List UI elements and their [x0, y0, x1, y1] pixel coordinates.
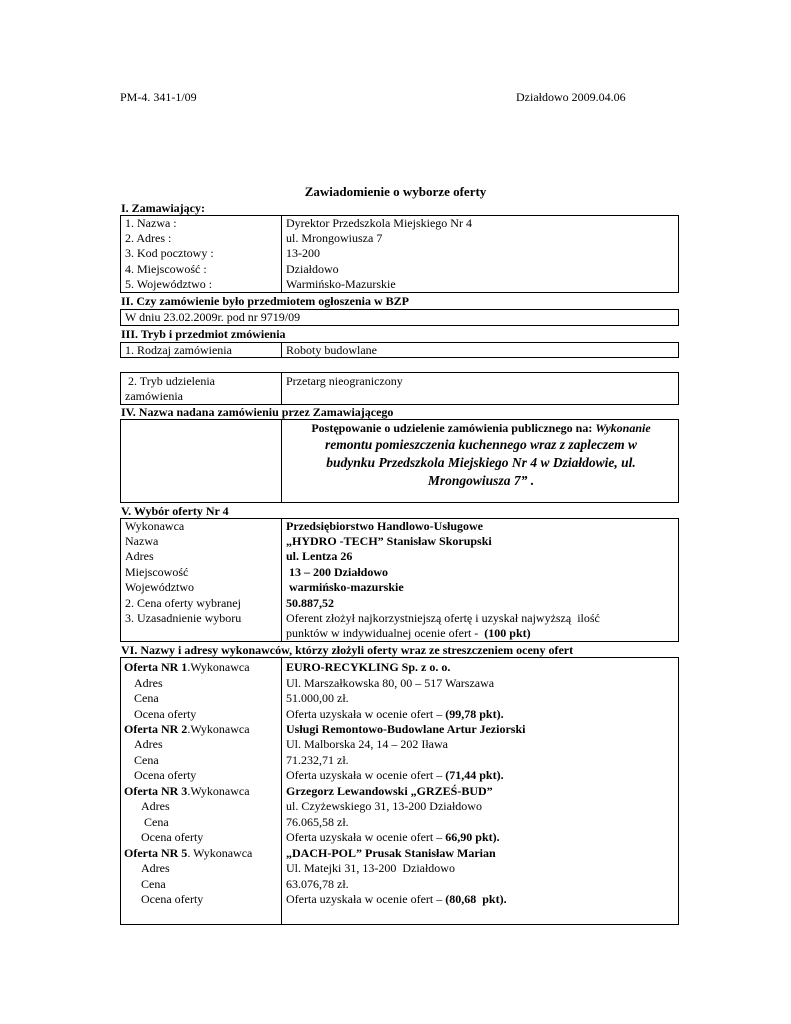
winner-contractor-value: Przedsiębiorstwo Handlowo-Usługowe: [286, 519, 483, 533]
section-2-heading: II. Czy zamówienie było przedmiotem ogłoszenia w BZP: [121, 294, 409, 308]
offer-1-score-points: (99,78 pkt).: [445, 707, 504, 721]
offer-5-header: [124, 846, 252, 860]
winner-price-value: 50.887,52: [286, 596, 334, 610]
offer-1-address: Ul. Marszałkowska 80, 00 – 517 Warszawa: [286, 676, 495, 690]
order-name-intro: Postępowanie o udzielenie zamówienia publicznego na:: [311, 421, 596, 435]
contracting-postcode-label: 3. Kod pocztowy :: [125, 246, 214, 260]
offer-3-number: Oferta NR 3: [124, 784, 188, 798]
offer-1-number: Oferta NR 1: [124, 660, 188, 674]
offer-3-score-points: 66,90 pkt).: [445, 830, 500, 844]
offer-3-price: 76.065,58 zł.: [286, 815, 349, 829]
offer-1-score-text: Oferta uzyskała w ocenie ofert –: [286, 707, 446, 721]
contracting-voivodeship-label: 5. Województwo :: [125, 277, 213, 291]
offer-2-score-points: (71,44 pkt).: [445, 768, 504, 782]
offer-1-name: EURO-RECYKLING Sp. z o. o.: [286, 660, 451, 674]
section-6-heading: VI. Nazwy i adresy wykonawców, którzy złożyli oferty wraz ze streszczeniem oceny ofert: [121, 643, 574, 657]
offer-1-score: [286, 707, 504, 721]
section-1-heading: I. Zamawiający:: [121, 201, 205, 215]
column-divider: [281, 419, 282, 503]
winner-city-value: 13 – 200 Działdowo: [286, 565, 388, 579]
offer-3-score: [286, 830, 500, 844]
offer-2-header: [124, 722, 250, 736]
offer-1-header: [124, 660, 250, 674]
column-divider: [281, 518, 282, 642]
winner-voivodeship-value: warmińsko-mazurskie: [286, 580, 404, 594]
justification-line-1: Oferent złożył najkorzystniejszą ofertę i uzyskał najwyższą ilość: [286, 611, 600, 625]
contracting-name-label: 1. Nazwa :: [125, 216, 177, 230]
winner-address-value: ul. Lentza 26: [286, 549, 353, 563]
offer-2-price-label: Cena: [134, 753, 159, 767]
offer-2-number: Oferta NR 2: [124, 722, 188, 736]
offer-3-address-label: Adres: [141, 799, 170, 813]
offer-1-price-label: Cena: [134, 691, 159, 705]
contracting-postcode-value: 13-200: [286, 246, 320, 260]
procedure-mode-value: Przetarg nieograniczony: [286, 374, 403, 388]
offer-3-name: Grzegorz Lewandowski „GRZEŚ-BUD”: [286, 784, 493, 798]
winner-price-label: 2. Cena oferty wybranej: [125, 596, 241, 610]
order-name-line-2: remontu pomieszczenia kuchennego wraz z zapleczem w: [324, 437, 638, 452]
offer-5-price: 63.076,78 zł.: [286, 877, 349, 891]
justification-text: punktów w indywidualnej ocenie ofert -: [286, 626, 482, 640]
winner-contractor-label: Wykonawca: [125, 519, 185, 533]
winner-city-label: Miejscowość: [125, 565, 189, 579]
offer-2-score: [286, 768, 504, 782]
offer-1-address-label: Adres: [134, 676, 163, 690]
contracting-city-value: Działdowo: [286, 262, 339, 276]
winner-name-value: „HYDRO -TECH” Stanisław Skorupski: [286, 534, 492, 548]
bzp-announcement-text: W dniu 23.02.2009r. pod nr 9719/09: [125, 310, 301, 324]
offer-3-address: ul. Czyżewskiego 31, 13-200 Działdowo: [286, 799, 482, 813]
procedure-mode-label-line2: zamówienia: [125, 389, 183, 403]
offer-2-name: Usługi Remontowo-Budowlane Artur Jeziorski: [286, 722, 526, 736]
contracting-name-value: Dyrektor Przedszkola Miejskiego Nr 4: [286, 216, 472, 230]
page-title: Zawiadomienie o wyborze oferty: [304, 184, 487, 199]
column-divider: [281, 372, 282, 405]
contracting-voivodeship-value: Warmińsko-Mazurskie: [286, 277, 396, 291]
offer-1-contractor-label: .Wykonawca: [187, 660, 250, 674]
justification-points: (100 pkt): [481, 626, 531, 640]
offer-2-address: Ul. Malborska 24, 14 – 202 Iława: [286, 737, 448, 751]
offer-3-score-label: Ocena oferty: [141, 830, 204, 844]
place-and-date: Działdowo 2009.04.06: [516, 90, 626, 104]
order-type-label: 1. Rodzaj zamówienia: [125, 343, 232, 357]
offer-2-price: 71.232,71 zł.: [286, 753, 349, 767]
offer-2-address-label: Adres: [134, 737, 163, 751]
offer-5-price-label: Cena: [141, 877, 166, 891]
column-divider: [281, 342, 282, 358]
order-name-line-4: Mrongowiusza 7” .: [427, 473, 535, 488]
winner-voivodeship-label: Województwo: [125, 580, 195, 594]
column-divider: [281, 215, 282, 293]
offer-2-score-label: Ocena oferty: [134, 768, 197, 782]
contracting-city-label: 4. Miejscowość :: [125, 262, 207, 276]
order-type-value: Roboty budowlane: [286, 343, 377, 357]
offer-5-number: Oferta NR 5: [124, 846, 188, 860]
offer-5-contractor-label: . Wykonawca: [187, 846, 253, 860]
order-name-line-3: budynku Przedszkola Miejskiego Nr 4 w Działdowie, ul.: [326, 455, 636, 470]
document-reference: PM-4. 341-1/09: [120, 90, 197, 104]
offer-3-price-label: Cena: [144, 815, 169, 829]
offer-5-address: Ul. Matejki 31, 13-200 Działdowo: [286, 861, 455, 875]
offer-5-score: [286, 892, 507, 906]
offer-2-score-text: Oferta uzyskała w ocenie ofert –: [286, 768, 446, 782]
section-5-heading: V. Wybór oferty Nr 4: [121, 504, 229, 518]
column-divider: [281, 657, 282, 925]
justification-line-2: [286, 626, 531, 640]
section-4-heading: IV. Nazwa nadana zamówieniu przez Zamawiającego: [121, 405, 394, 419]
contracting-address-value: ul. Mrongowiusza 7: [286, 231, 383, 245]
offer-3-header: [124, 784, 250, 798]
contracting-address-label: 2. Adres :: [125, 231, 172, 245]
offer-5-score-points: (80,68 pkt).: [445, 892, 507, 906]
justification-label: 3. Uzasadnienie wyboru: [125, 611, 242, 625]
offer-3-score-text: Oferta uzyskała w ocenie ofert –: [286, 830, 446, 844]
offer-1-price: 51.000,00 zł.: [286, 691, 349, 705]
offer-2-contractor-label: .Wykonawca: [187, 722, 250, 736]
offer-5-address-label: Adres: [141, 861, 170, 875]
offer-5-name: „DACH-POL” Prusak Stanisław Marian: [286, 846, 496, 860]
offer-3-contractor-label: .Wykonawca: [187, 784, 250, 798]
order-name-italic-start: Wykonanie: [595, 421, 651, 435]
offer-5-score-text: Oferta uzyskała w ocenie ofert –: [286, 892, 446, 906]
section-3-heading: III. Tryb i przedmiot zmówienia: [121, 327, 286, 341]
order-name-line-1: [286, 421, 676, 435]
offer-5-score-label: Ocena oferty: [141, 892, 204, 906]
offer-1-score-label: Ocena oferty: [134, 707, 197, 721]
procedure-mode-label-line1: 2. Tryb udzielenia: [125, 374, 215, 388]
winner-name-label: Nazwa: [125, 534, 159, 548]
winner-address-label: Adres: [125, 549, 154, 563]
